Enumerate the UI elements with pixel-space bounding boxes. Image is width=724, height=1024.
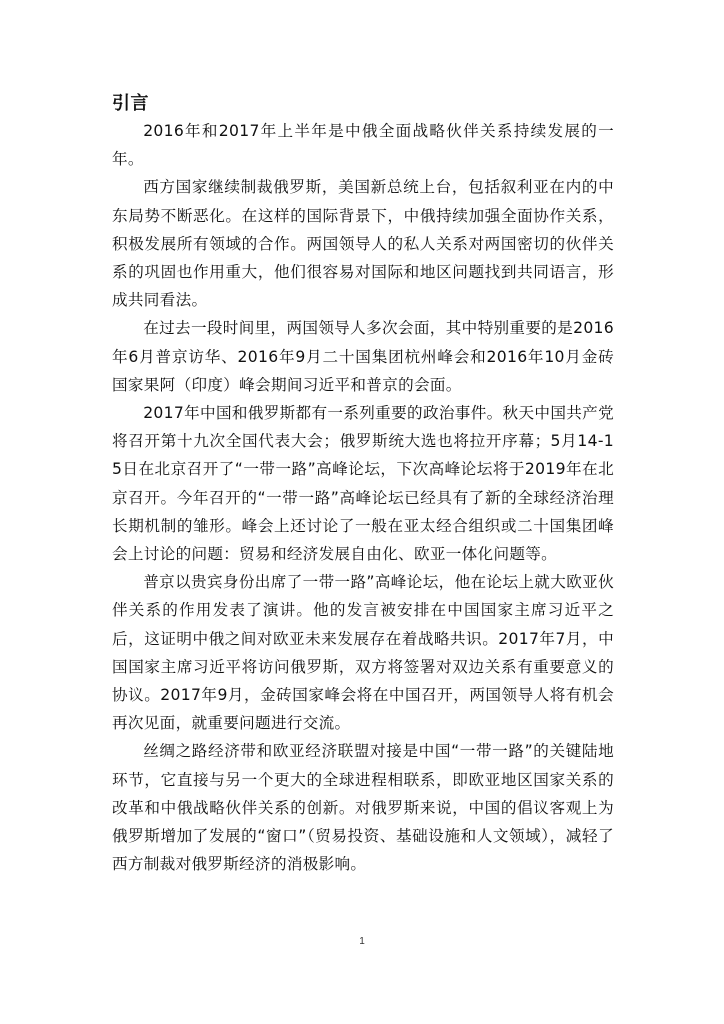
paragraph-4: 2017年中国和俄罗斯都有一系列重要的政治事件。秋天中国共产党将召开第十九次全国代表大会；俄罗斯统大选也将拉开序幕；5月14-15日在北京召开了“一带一路”高峰论坛，下次高峰论坛将于2019年在北京召开。今年召开的“一带一路”高峰论坛已经具有了新的全球经济治理长期机制的雏形。峰会上还讨论了一般在亚太经合组织或二十国集团峰会上讨论的问题：贸易和经济发展自由化、欧亚一体化问题等。 <box>112 404 614 564</box>
section-heading: 引言 <box>112 93 149 114</box>
paragraph-2: 西方国家继续制裁俄罗斯，美国新总统上台，包括叙利亚在内的中东局势不断恶化。在这样的国际背景下，中俄持续加强全面协作关系，积极发展所有领域的合作。两国领导人的私人关系对两国密切的伙伴关系的巩固也作用重大，他们很容易对国际和地区问题找到共同语言，形成共同看法。 <box>112 178 614 310</box>
paragraph-5: 普京以贵宾身份出席了一带一路”高峰论坛，他在论坛上就大欧亚伙伴关系的作用发表了演讲。他的发言被安排在中国国家主席习近平之后，这证明中俄之间对欧亚未来发展存在着战略共识。2017年7月，中国国家主席习近平将访问俄罗斯，双方将签署对双边关系有重要意义的协议。2017年9月，金砖国家峰会将在中国召开，两国领导人将有机会再次见面，就重要问题进行交流。 <box>112 573 614 733</box>
page-number: 1 <box>359 936 365 947</box>
paragraph-6: 丝绸之路经济带和欧亚经济联盟对接是中国“一带一路”的关键陆地环节，它直接与另一个更大的全球进程相联系，即欧亚地区国家关系的改革和中俄战略伙伴关系的创新。对俄罗斯来说，中国的倡议客观上为俄罗斯增加了发展的“窗口”（贸易投资、基础设施和人文领域），减轻了西方制裁对俄罗斯经济的消极影响。 <box>112 742 614 874</box>
document-body <box>112 91 614 878</box>
paragraph-3: 在过去一段时间里，两国领导人多次会面，其中特别重要的是2016年6月普京访华、2016年9月二十国集团杭州峰会和2016年10月金砖国家果阿（印度）峰会期间习近平和普京的会面。 <box>112 319 614 394</box>
paragraph-1: 2016年和2017年上半年是中俄全面战略伙伴关系持续发展的一年。 <box>112 122 614 169</box>
